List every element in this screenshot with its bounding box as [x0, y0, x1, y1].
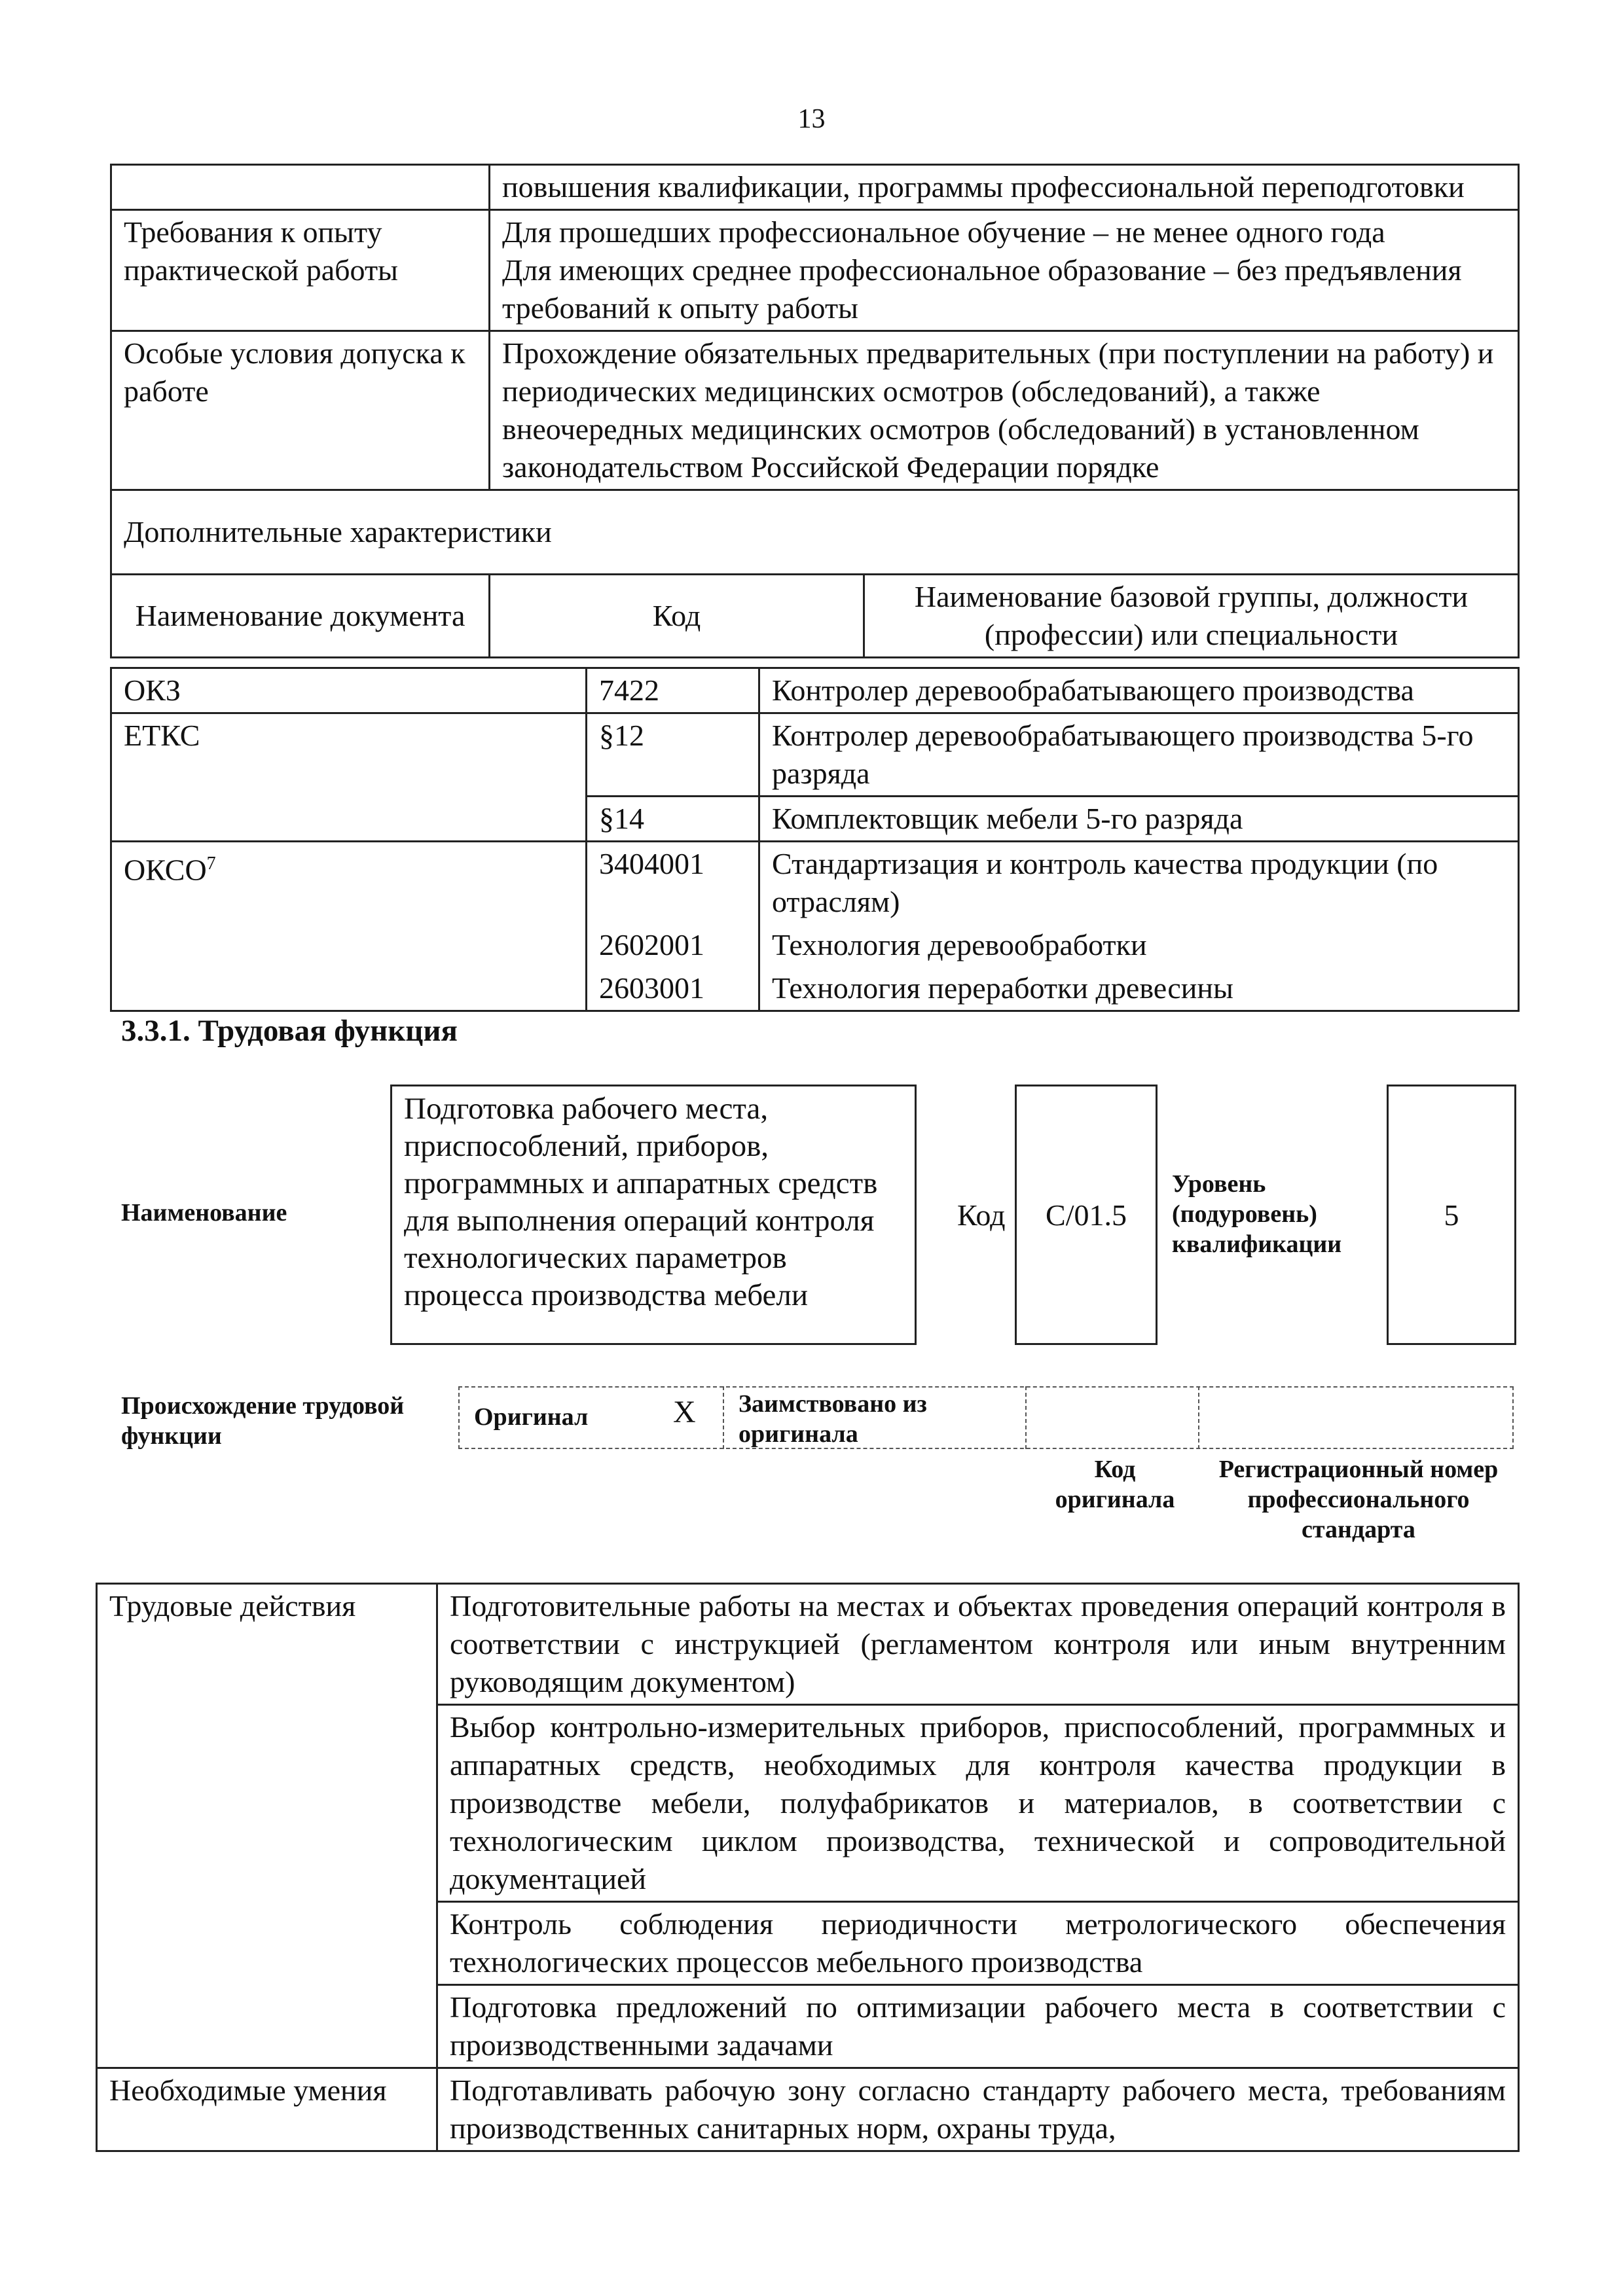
experience-value	[490, 210, 1519, 331]
page-number: 13	[797, 104, 826, 134]
col-header-doc: Наименование документа	[111, 575, 490, 658]
table-row	[111, 490, 1519, 575]
section-title: 3.3.1. Трудовая функция	[121, 1014, 458, 1048]
divider	[1198, 1386, 1201, 1449]
action-item: Подготовка предложений по оптимизации рабочего места в соответствии с производственными задачами	[437, 1985, 1519, 2068]
table-row	[111, 797, 1519, 842]
name-cell: Стандартизация и контроль качества продукции (по отраслям)	[759, 842, 1519, 924]
admission-label: Особые условия допуска к работе	[111, 331, 490, 490]
table-row	[111, 713, 1519, 797]
table-row	[111, 668, 1519, 713]
experience-line: Для имеющих среднее профессиональное образование – без предъявления требований к опыту работы	[502, 253, 1462, 325]
function-name-box: Подготовка рабочего места, приспособлений, приборов, программных и аппаратных средств для выполнения операций контроля технологических параметров процесса производства мебели	[390, 1085, 917, 1345]
name-cell: Технология деревообработки	[759, 924, 1519, 967]
level-label: Уровень (подуровень) квалификации	[1172, 1170, 1342, 1258]
name-cell: Контролер деревообрабатывающего производства	[759, 668, 1519, 713]
code-value-box: C/01.5	[1015, 1085, 1158, 1345]
actions-label: Трудовые действия	[97, 1584, 437, 2068]
action-item: Контроль соблюдения периодичности метрологического обеспечения технологических процессов мебельного производства	[437, 1902, 1519, 1985]
doc-cell	[111, 842, 587, 924]
documents-table	[110, 667, 1520, 1012]
code-label: Код	[957, 1198, 1006, 1232]
table-row	[111, 331, 1519, 490]
doc-cell	[111, 797, 587, 842]
skill-item: Подготавливать рабочую зону согласно стандарту рабочего места, требованиям производственных санитарных норм, охраны труда,	[437, 2068, 1519, 2151]
original-label: Оригинал	[474, 1403, 589, 1431]
table-row	[97, 2068, 1519, 2151]
origin-label: Происхождение трудовой функции	[121, 1392, 405, 1450]
original-mark: X	[673, 1395, 696, 1429]
code-original-label: Код оригинала	[1055, 1456, 1175, 1513]
code-cell: 7422	[587, 668, 759, 713]
row-label	[111, 165, 490, 210]
additional-characteristics: Дополнительные характеристики	[111, 490, 1519, 575]
labor-actions-table	[96, 1583, 1520, 2152]
experience-label: Требования к опыту практической работы	[111, 210, 490, 331]
doc-cell	[111, 924, 587, 967]
code-cell: §12	[587, 713, 759, 797]
table-row	[111, 842, 1519, 924]
doc-cell: ЕТКС	[111, 713, 587, 797]
table-row	[111, 165, 1519, 210]
divider	[723, 1386, 725, 1449]
divider	[1025, 1386, 1028, 1449]
col-header-code: Код	[490, 575, 864, 658]
code-cell: 3404001	[587, 842, 759, 924]
col-header-name: Наименование базовой группы, должности (профессии) или специальности	[864, 575, 1519, 658]
row-value: повышения квалификации, программы профессиональной переподготовки	[490, 165, 1519, 210]
code-cell: 2603001	[587, 967, 759, 1011]
action-item: Подготовительные работы на местах и объектах проведения операций контроля в соответствии с инструкцией (регламентом контроля или иным внутренним руководящим документом)	[437, 1584, 1519, 1705]
name-cell: Комплектовщик мебели 5-го разряда	[759, 797, 1519, 842]
skills-label: Необходимые умения	[97, 2068, 437, 2151]
doc-cell	[111, 967, 587, 1011]
experience-line: Для прошедших профессиональное обучение – не менее одного года	[502, 215, 1385, 249]
borrowed-label: Заимствовано из оригинала	[739, 1390, 927, 1448]
level-value-box: 5	[1387, 1085, 1516, 1345]
name-cell: Технология переработки древесины	[759, 967, 1519, 1011]
code-cell: §14	[587, 797, 759, 842]
action-item: Выбор контрольно-измерительных приборов, приспособлений, программных и аппаратных средств, необходимых для контроля качества продукции в производстве мебели, полуфабрикатов и материалов, в соответствии с технологическим циклом производства, технической и сопроводительной документацией	[437, 1705, 1519, 1902]
code-cell: 2602001	[587, 924, 759, 967]
doc-text: ОКСО	[124, 853, 207, 887]
admission-value: Прохождение обязательных предварительных (при поступлении на работу) и периодических медицинских осмотров (обследований), а также внеочередных медицинских осмотров (обследований) в установленном законодательством Российской Федерации порядке	[490, 331, 1519, 490]
table-row	[97, 1584, 1519, 1705]
doc-cell: ОКЗ	[111, 668, 587, 713]
name-cell: Контролер деревообрабатывающего производства 5-го разряда	[759, 713, 1519, 797]
footnote-ref: 7	[206, 853, 216, 874]
table-row	[111, 967, 1519, 1011]
table-row	[111, 210, 1519, 331]
name-label: Наименование	[121, 1199, 287, 1227]
table-header-row	[111, 575, 1519, 658]
qualification-table	[110, 164, 1520, 658]
table-row	[111, 924, 1519, 967]
reg-number-label: Регистрационный номер профессионального стандарта	[1218, 1456, 1499, 1543]
